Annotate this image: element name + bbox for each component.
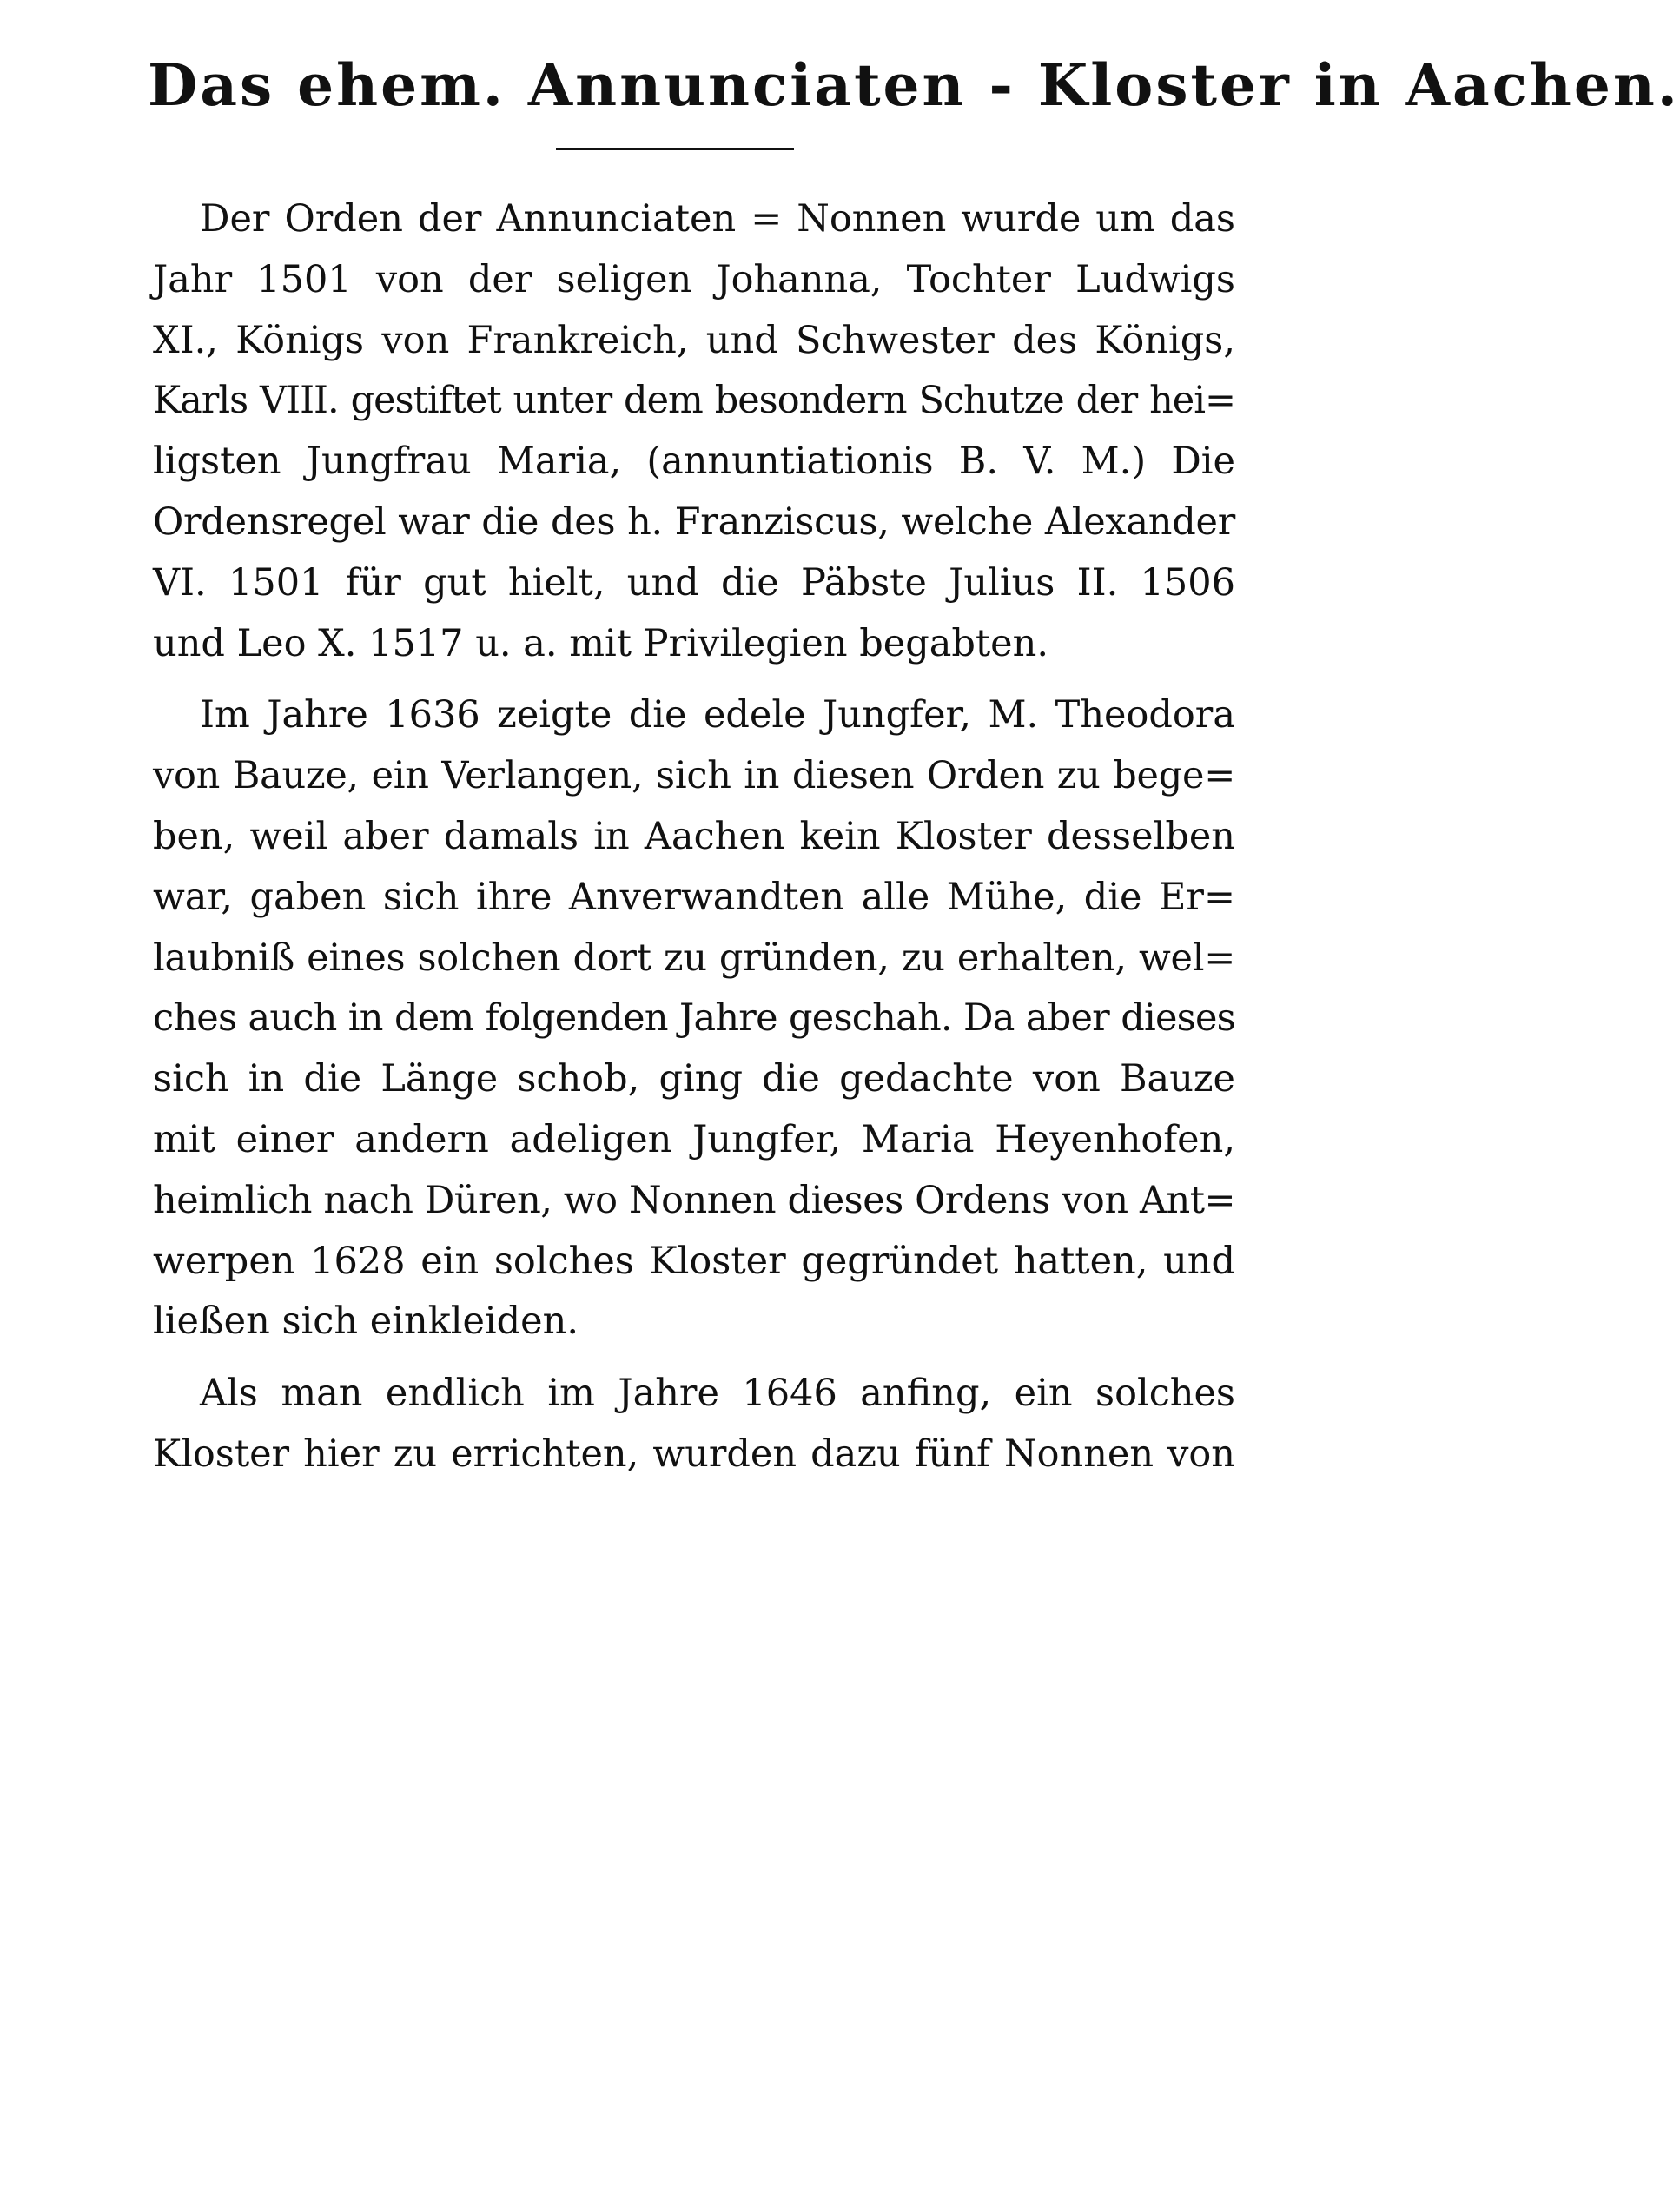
text-line: Kloster hier zu errichten, wurden dazu fünf Nonnen von — [153, 1432, 1235, 1476]
paragraph-1 — [153, 189, 1235, 674]
text-line: ließen sich einkleiden. — [153, 1300, 579, 1344]
text-line: laubniß eines solchen dort zu gründen, zu erhalten, wel= — [153, 936, 1235, 980]
text-line: Jahr 1501 von der seligen Johanna, Tochter Ludwigs — [153, 257, 1235, 301]
text-line: Ordensregel war die des h. Franziscus, welche Alexander — [153, 499, 1235, 544]
paragraph-2 — [153, 685, 1235, 1352]
text-line: von Bauze, ein Verlangen, sich in diesen Orden zu bege= — [153, 754, 1235, 798]
text-line: Als man endlich im Jahre 1646 anfing, ein solches — [200, 1372, 1235, 1416]
title-divider — [556, 148, 794, 150]
text-line: heimlich nach Düren, wo Nonnen dieses Ordens von Ant= — [153, 1178, 1235, 1222]
text-line: Im Jahre 1636 zeigte die edele Jungfer, M. Theodora — [200, 693, 1235, 737]
text-line: werpen 1628 ein solches Kloster gegründet hatten, und — [153, 1239, 1235, 1283]
text-line: mit einer andern adeligen Jungfer, Maria Heyenhofen, — [153, 1117, 1235, 1161]
text-line: Der Orden der Annunciaten = Nonnen wurde um das — [200, 197, 1235, 241]
page-title: Das ehem. Annunciaten - Kloster in Aachen. — [148, 51, 1680, 119]
body-text — [153, 189, 1235, 1485]
paragraph-3 — [153, 1364, 1235, 1485]
text-line: sich in die Länge schob, ging die gedachte von Bauze — [153, 1057, 1235, 1101]
text-line: und Leo X. 1517 u. a. mit Privilegien begabten. — [153, 621, 1048, 665]
text-line: ches auch in dem folgenden Jahre geschah. Da aber dieses — [153, 996, 1235, 1041]
text-line: XI., Königs von Frankreich, und Schwester des Königs, — [153, 318, 1235, 362]
text-line: war, gaben sich ihre Anverwandten alle Mühe, die Er= — [153, 875, 1235, 919]
text-line: Karls VIII. gestiftet unter dem besondern Schutze der hei= — [153, 379, 1235, 423]
text-line: VI. 1501 für gut hielt, und die Päbste Julius II. 1506 — [153, 560, 1235, 605]
text-line: ben, weil aber damals in Aachen kein Kloster desselben — [153, 814, 1235, 858]
text-line: ligsten Jungfrau Maria, (annuntiationis B. V. M.) Die — [153, 440, 1235, 484]
